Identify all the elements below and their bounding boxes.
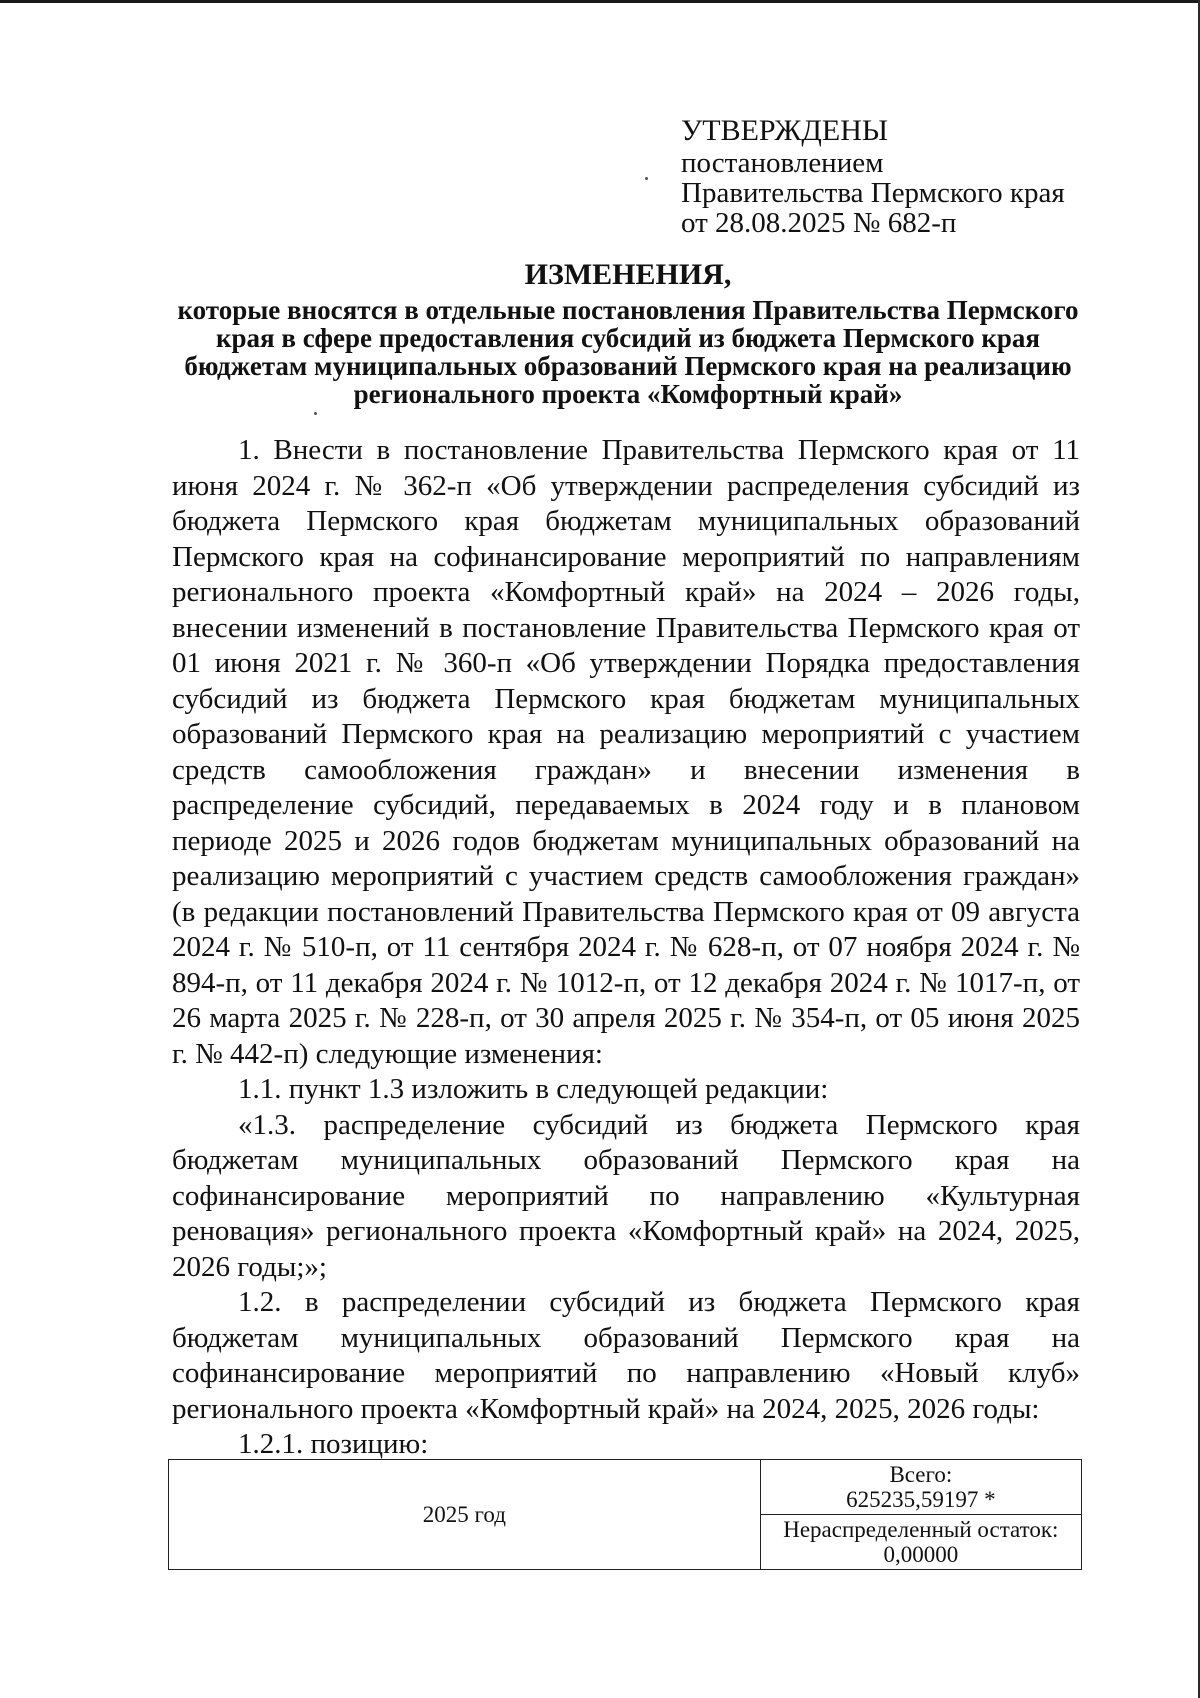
- paragraph-1-2: 1.2. в распределении субсидий из бюджета Пермского края бюджетам муниципальных образований Пермского края на софинансирование мероприятий по направлению «Новый клуб» регионального проекта «Комфортный край» на 2024, 2025, 2026 годы:: [172, 1286, 1080, 1425]
- remainder-label: Нераспределенный остаток:: [783, 1517, 1059, 1542]
- paragraph-1-3-quote: «1.3. распределение субсидий из бюджета Пермского края бюджетам муниципальных образований Пермского края на софинансирование мероприятий по направлению «Культурная реновация» регионального проекта «Комфортный край» на 2024, 2025, 2026 годы;»;: [172, 1108, 1080, 1283]
- allocation-table: [168, 1459, 1082, 1570]
- remainder-cell: [760, 1515, 1081, 1570]
- scan-speck: [314, 412, 317, 415]
- document-heading: ИЗМЕНЕНИЯ,: [524, 258, 732, 291]
- paragraph-1: 1. Внести в постановление Правительства Пермского края от 11 июня 2024 г. № 362-п «Об утверждении распределения субсидий из бюджета Пермского края бюджетам муниципальных образований Пермского края на софинансирование мероприятий по направлениям регионального проекта «Комфортный край» на 2024 – 2026 годы, внесении изменений в постановление Правительства Пермского края от 01 июня 2021 г. № 360-п «Об утверждении Порядка предоставления субсидий из бюджета Пермского края бюджетам муниципальных образований Пермского края на реализацию мероприятий с участием средств самообложения граждан» и внесении изменения в распределение субсидий, передаваемых в 2024 году и в плановом периоде 2025 и 2026 годов бюджетам муниципальных образований на реализацию мероприятий с участием средств самообложения граждан» (в редакции постановлений Правительства Пермского края от 09 августа 2024 г. № 510-п, от 11 сентября 2024 г. № 628-п, от 07 ноября 2024 г. № 894-п, от 11 декабря 2024 г. № 1012-п, от 12 декабря 2024 г. № 1017-п, от 26 марта 2025 г. № 228-п, от 30 апреля 2025 г. № 354-п, от 05 июня 2025 г. № 442-п) следующие изменения:: [172, 434, 1080, 1070]
- scan-top-edge: [0, 0, 1200, 3]
- approval-title: УТВЕРЖДЕНЫ: [681, 114, 889, 147]
- paragraph-1-1: 1.1. пункт 1.3 изложить в следующей редакции:: [238, 1073, 829, 1105]
- total-value: 625235,59197 *: [846, 1487, 996, 1512]
- total-cell: [760, 1460, 1081, 1515]
- year-cell: [169, 1460, 761, 1570]
- approval-line-2: Правительства Пермского края: [681, 177, 1065, 209]
- remainder-value: 0,00000: [883, 1542, 959, 1567]
- paragraph-1-2-1: 1.2.1. позицию:: [238, 1428, 429, 1460]
- total-label: Всего:: [889, 1462, 953, 1487]
- approval-line-1: постановлением: [681, 147, 884, 179]
- document-subheading: которые вносятся в отдельные постановления Правительства Пермского края в сфере предоставления субсидий из бюджета Пермского края бюджетам муниципальных образований Пермского края на реализацию регионального проекта «Комфортный край»: [177, 295, 1079, 409]
- approval-stamp-block: [681, 114, 1141, 238]
- approval-line-3: от 28.08.2025 № 682-п: [681, 207, 957, 239]
- table-row: [169, 1460, 1082, 1515]
- document-body: [172, 433, 1080, 1463]
- year-label: 2025 год: [422, 1502, 506, 1527]
- scan-speck: [645, 177, 648, 180]
